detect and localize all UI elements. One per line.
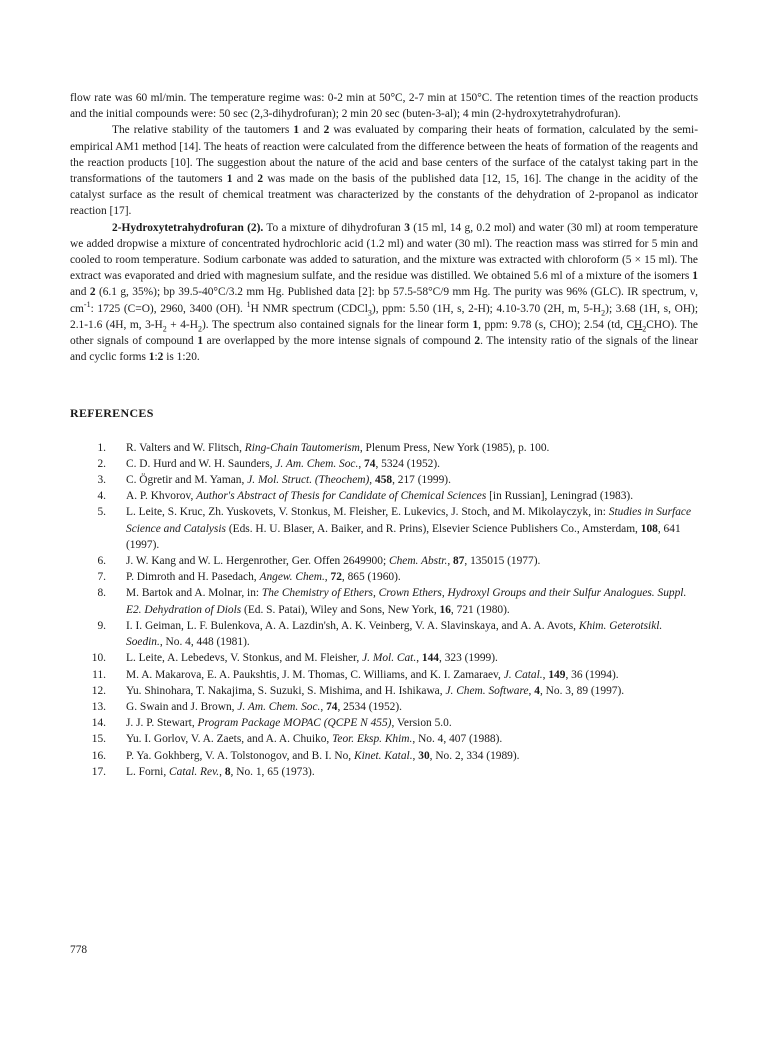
reference-text: C. Ögretir and M. Yaman, J. Mol. Struct. (Theochem), 458, 217 (1999). (126, 474, 451, 487)
reference-number: 17. (91, 765, 106, 778)
reference-text: G. Swain and J. Brown, J. Am. Chem. Soc., 74, 2534 (1952). (126, 700, 403, 713)
reference-number: 2. (97, 457, 106, 470)
reference-item (70, 715, 698, 731)
reference-text: Yu. I. Gorlov, V. A. Zaets, and A. A. Chuiko, Teor. Eksp. Khim., No. 4, 407 (1988). (126, 733, 503, 746)
reference-text: L. Forni, Catal. Rev., 8, No. 1, 65 (1973). (126, 765, 315, 778)
reference-number: 9. (97, 619, 106, 632)
reference-text: P. Ya. Gokhberg, V. A. Tolstonogov, and B. I. No, Kinet. Katal., 30, No. 2, 334 (1989). (126, 749, 520, 762)
references-heading: REFERENCES (70, 406, 154, 421)
page-number: 778 (70, 944, 88, 956)
reference-number: 5. (97, 506, 106, 519)
reference-text: C. D. Hurd and W. H. Saunders, J. Am. Chem. Soc., 74, 5324 (1952). (126, 457, 440, 470)
reference-item (70, 731, 698, 747)
reference-item (70, 488, 698, 504)
reference-text: Yu. Shinohara, T. Nakajima, S. Suzuki, S. Mishima, and H. Ishikawa, J. Chem. Software, 4, No. 3, 89 (1997). (126, 684, 625, 697)
reference-text: M. A. Makarova, E. A. Paukshtis, J. M. Thomas, C. Williams, and K. I. Zamaraev, J. Catal., 149, 36 (1994). (126, 668, 619, 681)
reference-number: 3. (97, 474, 106, 487)
reference-text: L. Leite, A. Lebedevs, V. Stonkus, and M. Fleisher, J. Mol. Cat., 144, 323 (1999). (126, 652, 498, 665)
reference-text: J. J. P. Stewart, Program Package MOPAC (QCPE N 455), Version 5.0. (126, 717, 452, 730)
reference-item (70, 748, 698, 764)
reference-number: 16. (91, 749, 106, 762)
reference-text: I. I. Geiman, L. F. Bulenkova, A. A. Lazdin'sh, A. K. Veinberg, V. A. Slavinskaya, and A. A. Avots, Khim. Geterotsikl. Soedin., No. 4, 448 (1981). (126, 619, 663, 649)
reference-number: 10. (91, 652, 106, 665)
reference-item (70, 699, 698, 715)
paragraph: flow rate was 60 ml/min. The temperature regime was: 0-2 min at 50°C, 2-7 min at 150°C. The retention times of the reaction products and the initial compounds were: 50 sec (2,3-dihydrofuran); 2 min 20 sec (buten-3-al); 4 min (2-hydroxytetrahydrofuran). (70, 92, 698, 121)
reference-item (70, 472, 698, 488)
reference-item (70, 683, 698, 699)
reference-item (70, 553, 698, 569)
reference-text: R. Valters and W. Flitsch, Ring-Chain Tautomerism, Plenum Press, New York (1985), p. 100. (126, 441, 550, 454)
reference-number: 14. (91, 717, 106, 730)
reference-item (70, 667, 698, 683)
paragraph: The relative stability of the tautomers 1 and 2 was evaluated by comparing their heats of formation, calculated by the semi-empirical AM1 method [14]. The heats of reaction were calculated from the difference between the heats of formation of the reagents and the reaction products [10]. The suggestion about the nature of the acid and base centers of the surface of the catalyst taking part in the transformations of the tautomers 1 and 2 was made on the basis of the published data [12, 15, 16]. The change in the acidity of the catalyst surface as the result of chemical treatment was characterized by the constants of the dehydration of 2-propanol as indicator reaction [17]. (70, 124, 698, 218)
reference-number: 15. (91, 733, 106, 746)
reference-item (70, 650, 698, 666)
reference-number: 7. (97, 571, 106, 584)
reference-number: 6. (97, 555, 106, 568)
reference-text: P. Dimroth and H. Pasedach, Angew. Chem., 72, 865 (1960). (126, 571, 401, 584)
reference-number: 4. (97, 490, 106, 503)
reference-number: 1. (97, 441, 106, 454)
reference-text: J. W. Kang and W. L. Hergenrother, Ger. Offen 2649900; Chem. Abstr., 87, 135015 (1977). (126, 555, 541, 568)
reference-text: A. P. Khvorov, Author's Abstract of Thesis for Candidate of Chemical Sciences [in Russian], Leningrad (1983). (126, 490, 634, 503)
reference-item (70, 504, 698, 553)
reference-number: 13. (91, 700, 106, 713)
references-list (70, 440, 698, 780)
paragraph: 2-Hydroxytetrahydrofuran (2). To a mixture of dihydrofuran 3 (15 ml, 14 g, 0.2 mol) and water (30 ml) at room temperature we added dropwise a mixture of concentrated hydrochloric acid (1.2 ml) and water (30 ml). The reaction mass was stirred for 5 min and cooled to room temperature. Sodium carbonate was added to saturation, and the mixture was extracted with chloroform (5 × 15 ml). The extract was evaporated and dried with magnesium sulfate, and the residue was distilled. We obtained 5.6 ml of a mixture of the isomers 1 and 2 (6.1 g, 35%); bp 39.5-40°C/3.2 mm Hg. Published data [2]: bp 57.5-58°C/9 mm Hg. The purity was 96% (GLC). IR spectrum, ν, $cm^{-1}$: 1725 (C=O), 2960, 3400 (OH). $^1$H NMR spectrum (CDCl$_3$), ppm: 5.50 (1H, s, 2-H); 4.10-3.70 (2H, m, $5-H_2$); 3.68 (1H, s, OH); 2.1-1.6 (4H, m, $3-H_2 + 4-H_2$). The spectrum also contained signals for the linear form 1, ppm: 9.78 (s, CHO); 2.54 (td, $CH_2CHO$). The other signals of compound 1 are overlapped by the more intense signals of compound 2. The intensity ratio of the signals of the linear and cyclic forms 1:2 is 1:20. (70, 221, 699, 364)
reference-text: L. Leite, S. Kruc, Zh. Yuskovets, V. Stonkus, M. Fleisher, E. Lukevics, J. Stoch, and M. Mikolayczyk, in: Studies in Surface Science and Catalysis (Eds. H. U. Blaser, A. Baiker, and R. Prins), Elsevier Science Publishers Co., Amsterdam, 108, 641 (1997). (126, 506, 692, 551)
reference-item (70, 764, 698, 780)
reference-number: 12. (91, 684, 106, 697)
reference-item (70, 618, 698, 650)
body-text (70, 90, 698, 365)
page-body (70, 90, 698, 780)
reference-item (70, 569, 698, 585)
reference-item (70, 440, 698, 456)
reference-number: 8. (97, 587, 106, 600)
reference-item (70, 585, 698, 617)
reference-text: M. Bartok and A. Molnar, in: The Chemistry of Ethers, Crown Ethers, Hydroxyl Groups and their Sulfur Analogues. Suppl. E2. Dehydration of Diols (Ed. S. Patai), Wiley and Sons, New York, 16, 721 (1980). (126, 587, 687, 616)
reference-item (70, 456, 698, 472)
reference-number: 11. (92, 668, 106, 681)
